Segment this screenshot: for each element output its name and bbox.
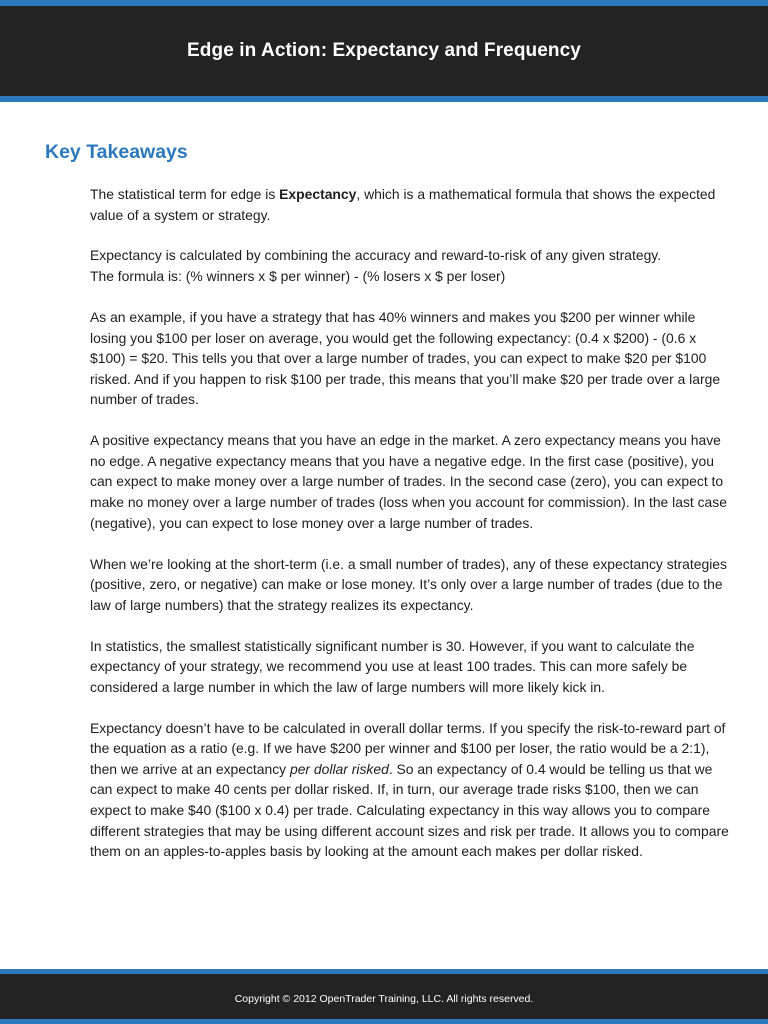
paragraph-statistics: In statistics, the smallest statistically significant number is 30. However, if you want to calculate the expectancy of your strategy, we recommend you use at least 100 trades. This can more safely be considered a large number in which the law of large numbers will more likely kick in. bbox=[90, 637, 695, 695]
section-heading: Key Takeaways bbox=[45, 141, 188, 163]
formula-text: The formula is: (% winners x $ per winner) - (% losers x $ per loser) bbox=[90, 268, 506, 285]
paragraph-formula: Expectancy is calculated by combining the accuracy and reward-to-risk of any given strategy. The formula is: (% winners x $ per winner) - (% losers x $ per loser) bbox=[90, 247, 662, 285]
paragraph-positive-negative: A positive expectancy means that you have an edge in the market. A zero expectancy means you have no edge. A negative expectancy means that you have a negative edge. In the first case (positive), you can expect to make money over a large number of trades. In the second case (zero), you can expect to make no money over a large number of trades (loss when you account for commission). In the last case (negative), you can expect to lose money over a large number of trades. bbox=[90, 432, 727, 531]
per-dollar-risked-term: per dollar risked bbox=[289, 760, 389, 777]
document-body bbox=[90, 184, 730, 882]
paragraph-short-term: When we’re looking at the short-term (i.e. a small number of trades), any of these expectancy strategies (positive, zero, or negative) can make or lose money. It’s only over a large number of trades (due to the law of large numbers) that the strategy realizes its expectancy. bbox=[90, 555, 727, 613]
paragraph-example: As an example, if you have a strategy that has 40% winners and makes you $200 per winner while losing you $100 per loser on average, you would get the following expectancy: (0.4 x $200) - (0.6 x $100) = $20. This tells you that over a large number of trades, you can expect to make $20 per $100 risked. And if you happen to risk $100 per trade, this means that you’ll make $20 per trade over a large number of trades. bbox=[90, 308, 721, 408]
paragraph-expectancy-definition: The statistical term for edge is Expectancy, which is a mathematical formula that shows the expected value of a system or strategy. bbox=[90, 186, 716, 223]
expectancy-term: Expectancy bbox=[279, 186, 357, 202]
page-footer bbox=[0, 969, 768, 1024]
copyright-text: Copyright © 2012 OpenTrader Training, LLC. All rights reserved. bbox=[234, 993, 534, 1005]
page-header bbox=[0, 0, 768, 102]
page-title: Edge in Action: Expectancy and Frequency bbox=[187, 40, 581, 61]
paragraph-per-dollar-risked: Expectancy doesn’t have to be calculated in overall dollar terms. If you specify the risk-to-reward part of the equation as a ratio (e.g. If we have $200 per winner and $100 per loser, the ratio would be a 2:1), then we arrive at an expectancy per dollar risked. So an expectancy of 0.4 would be telling us that we can expect to make 40 cents per dollar risked. If, in turn, our average trade risks $100, then we can expect to make $40 ($100 x 0.4) per trade. Calculating expectancy in this way allows you to compare different strategies that may be using different account sizes and risk per trade. It allows you to compare them on an apples-to-apples basis by looking at the amount each makes per dollar risked. bbox=[90, 719, 729, 860]
